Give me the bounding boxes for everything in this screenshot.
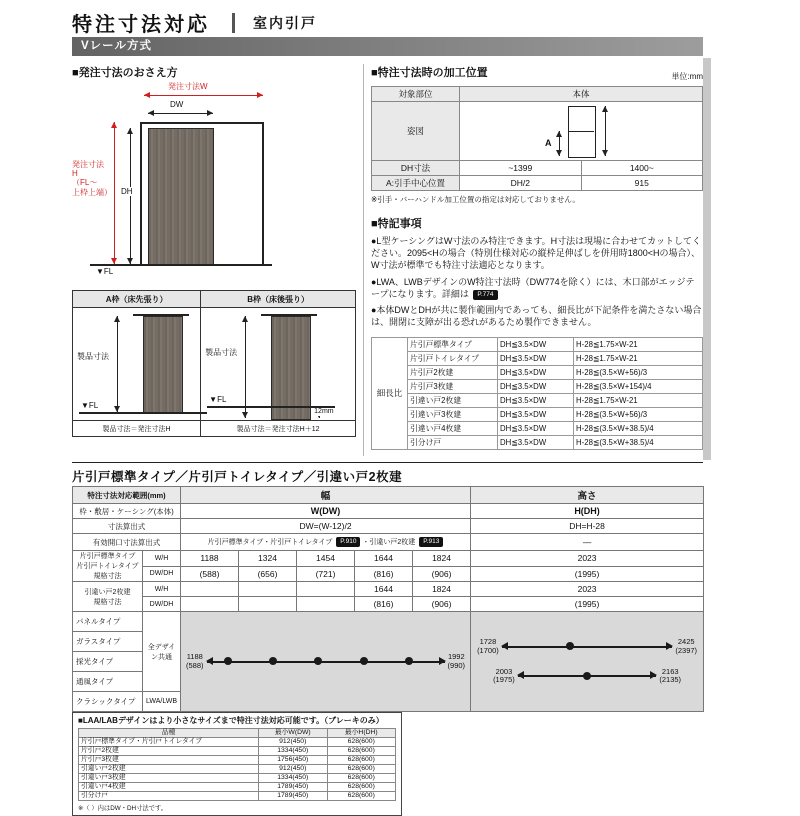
ratio-f2: H-28≦(3.5×W+38.5)/4	[574, 421, 703, 435]
left-jamb-line	[140, 122, 142, 264]
ratio-f1: DH≦3.5×DW	[498, 365, 574, 379]
special-note-2-text: ●LWA、LWBデザインのW特注寸法時（DW774を除く）には、木口部がエッジテープになります。詳細は	[371, 276, 695, 299]
calc-row-height: DH=H-28	[471, 519, 704, 534]
width-range-arrow	[207, 661, 445, 663]
std2-h: 2023	[471, 582, 704, 597]
width-range-max-value: 1992	[447, 652, 465, 662]
std2-dw5: (906)	[413, 597, 471, 612]
ratio-f2: H-28≦1.75×W-21	[574, 393, 703, 407]
height-header: 高さ	[471, 487, 704, 504]
min-row-type: 引分け戸	[79, 791, 259, 800]
ratio-f2: H-28≦1.75×W-21	[574, 351, 703, 365]
std1-dw3: (721)	[297, 566, 355, 582]
design-row-daylight: 採光タイプ	[73, 652, 143, 672]
page-title: 特注寸法対応	[72, 14, 210, 36]
sketch-cell	[460, 102, 703, 161]
size-dot	[269, 657, 277, 665]
ratio-f1: DH≦3.5×DW	[498, 393, 574, 407]
design-row-ventilation: 通風タイプ	[73, 672, 143, 692]
page-header	[72, 8, 317, 37]
min-col-h: 最小H(DH)	[327, 728, 396, 737]
std2-w1	[181, 582, 239, 597]
slenderness-ratio-table	[371, 337, 703, 450]
std1-label-line3: 規格寸法	[93, 573, 122, 580]
height-range-2-arrow	[518, 675, 657, 677]
width-range-min	[186, 653, 204, 670]
b-frame-title: B枠（床後張り）	[201, 291, 356, 308]
handle-center-2: 915	[581, 176, 703, 191]
floor-line	[90, 264, 272, 266]
ratio-type: 引違い戸3枚建	[408, 407, 498, 421]
bottom-section-title: 片引戸標準タイプ／片引戸トイレタイプ／引違い戸2枚建	[72, 470, 403, 484]
page-edge-shadow	[703, 58, 711, 460]
page-ref-badge-910: P.910	[336, 537, 360, 547]
height-range-1-max-value: 2425	[677, 637, 695, 647]
sketch-dh-arrow	[605, 106, 606, 156]
order-height-label-line2: （FL～	[72, 178, 98, 188]
min-row-type: 引違い戸3枚建	[79, 773, 259, 782]
order-height-arrow	[114, 122, 115, 264]
frame-row-height: H(DH)	[471, 504, 704, 519]
ratio-f1: DH≦3.5×DW	[498, 379, 574, 393]
ratio-f2: H-28≦(3.5×W+154)/4	[574, 379, 703, 393]
std2-w2	[239, 582, 297, 597]
std1-label-line2: 片引戸トイレタイプ	[76, 563, 139, 570]
std1-dw2: (656)	[239, 566, 297, 582]
std1-dw5: (906)	[413, 566, 471, 582]
height-range-1-min	[477, 638, 499, 655]
min-row-type: 片引戸2枚建	[79, 746, 259, 755]
ratio-table-label: 細長比	[372, 337, 408, 449]
std1-w4: 1644	[355, 551, 413, 567]
std2-w5: 1824	[413, 582, 471, 597]
min-row-type: 引違い戸4枚建	[79, 782, 259, 791]
order-height-label-line3: 上枠上端）	[72, 187, 112, 197]
std2-label-line1: 引違い戸2枚建	[84, 588, 131, 596]
design-row-glass: ガラスタイプ	[73, 632, 143, 652]
width-range-max	[448, 653, 466, 670]
b-frame-diagram	[201, 308, 356, 421]
std1-dw1: (588)	[181, 566, 239, 582]
design-row-classic: クラシックタイプ	[73, 692, 143, 712]
min-row-h: 628(600)	[327, 755, 396, 764]
ratio-f1: DH≦3.5×DW	[498, 351, 574, 365]
ratio-type: 引分け戸	[408, 435, 498, 449]
min-row-h: 628(600)	[327, 764, 396, 773]
height-range-cell	[471, 612, 704, 712]
b-product-dim-arrow	[245, 316, 246, 418]
ratio-type: 片引戸トイレタイプ	[408, 351, 498, 365]
sketch-door-outline	[568, 106, 596, 158]
sketch-row-label: 姿図	[372, 102, 460, 161]
size-dot	[583, 672, 591, 680]
opening-text-2: ・引違い戸2枚建	[362, 539, 416, 546]
right-jamb-line	[262, 122, 264, 264]
processing-table	[371, 86, 703, 191]
dw-label: DW	[170, 100, 184, 109]
ratio-f2: H-28≦(3.5×W+38.5)/4	[574, 435, 703, 449]
order-height-label-line1: 発注寸法H	[72, 160, 104, 179]
std2-w3	[297, 582, 355, 597]
height-range-diagram	[473, 638, 701, 685]
std2-label	[73, 582, 143, 612]
min-row-h: 628(600)	[327, 773, 396, 782]
ratio-f2: H-28≦(3.5×W+56)/3	[574, 365, 703, 379]
std1-dh: (1995)	[471, 566, 704, 582]
bottom-section-header	[72, 462, 703, 485]
range-header: 特注寸法対応範囲(mm)	[73, 487, 181, 504]
page-ref-badge-913: P.913	[419, 537, 443, 547]
size-dot	[566, 642, 574, 650]
lintel-line	[140, 122, 264, 124]
processing-column	[371, 62, 703, 450]
min-row-w: 912(450)	[259, 764, 328, 773]
ratio-type: 引違い戸2枚建	[408, 393, 498, 407]
std2-dh: (1995)	[471, 597, 704, 612]
min-row-w: 1756(450)	[259, 755, 328, 764]
std2-dw1	[181, 597, 239, 612]
handle-center-1: DH/2	[460, 176, 582, 191]
std1-label-line1: 片引戸標準タイプ	[79, 553, 136, 560]
ratio-type: 片引戸3枚建	[408, 379, 498, 393]
door-panel	[148, 128, 214, 266]
col-body-header: 本体	[460, 87, 703, 102]
dimension-range-table	[72, 486, 704, 712]
width-range-diagram	[183, 653, 468, 670]
std2-w4: 1644	[355, 582, 413, 597]
std2-dw3	[297, 597, 355, 612]
std2-wh-label: W/H	[143, 582, 181, 597]
b-frame-caption: 製品寸法＝発注寸法H＋12	[201, 421, 356, 437]
std1-dwdh-label: DW/DH	[143, 566, 181, 582]
a-door-panel	[143, 316, 183, 414]
calc-row-width: DW=(W-12)/2	[181, 519, 471, 534]
min-col-type: 品種	[79, 728, 259, 737]
dh-range-2: 1400~	[581, 161, 703, 176]
handle-center-row-label: A:引手中心位置	[372, 176, 460, 191]
special-note-1: ●L型ケーシングはW寸法のみ特注できます。H寸法は現場に合わせてカットしてください。2095<Hの場合（特別仕様対応の縦枠足伸ばしを併用時1800<Hの場合）、W寸法が標準でも特注寸法適応となります。	[371, 236, 702, 271]
height-range-1-arrow	[502, 646, 673, 648]
size-dot	[405, 657, 413, 665]
minimum-size-box	[72, 712, 402, 816]
opening-row-label: 有効開口寸法算出式	[73, 534, 181, 551]
order-dimension-column	[72, 62, 358, 437]
std2-label-line2: 規格寸法	[93, 598, 122, 606]
std1-h: 2023	[471, 551, 704, 567]
height-range-2	[477, 668, 697, 685]
sketch-center-line	[568, 131, 594, 132]
height-range-1	[477, 638, 697, 655]
size-dot	[360, 657, 368, 665]
std1-w5: 1824	[413, 551, 471, 567]
height-range-2-max	[659, 668, 681, 685]
width-range-cell	[181, 612, 471, 712]
minimum-size-title: ■LAA/LABデザインはより小さなサイズまで特注寸法対応可能です。（ブレーキのみ）	[78, 716, 384, 725]
rail-method-bar: Vレール方式	[72, 37, 703, 56]
upper-section	[72, 62, 703, 460]
ratio-type: 引違い戸4枚建	[408, 421, 498, 435]
width-range-min-value: 1188	[186, 652, 203, 662]
std1-w2: 1324	[239, 551, 297, 567]
min-row-h: 628(600)	[327, 791, 396, 800]
size-dot	[314, 657, 322, 665]
min-row-h: 628(600)	[327, 737, 396, 746]
b-door-panel	[271, 316, 311, 420]
fl-marker: ▼FL	[96, 267, 114, 276]
b-fl-marker: ▼FL	[209, 395, 227, 404]
size-dot	[224, 657, 232, 665]
minimum-size-table	[78, 728, 396, 801]
min-col-w: 最小W(DW)	[259, 728, 328, 737]
unit-label: 単位:mm	[671, 72, 703, 81]
ratio-f1: DH≦3.5×DW	[498, 337, 574, 351]
ratio-f1: DH≦3.5×DW	[498, 421, 574, 435]
col-part-header: 対象部位	[372, 87, 460, 102]
std2-dwdh-label: DW/DH	[143, 597, 181, 612]
sketch-a-label: A	[545, 138, 552, 148]
dw-arrow	[148, 113, 213, 114]
design-common-cell: 全デザイン共通	[143, 612, 181, 692]
min-row-type: 引違い戸2枚建	[79, 764, 259, 773]
a-fl-marker: ▼FL	[81, 401, 99, 410]
special-notes-heading: ■特記事項	[371, 218, 422, 230]
opening-text-1: 片引戸標準タイプ・片引戸トイレタイプ	[207, 539, 333, 546]
height-range-1-min-value: 1728	[479, 637, 497, 647]
width-range-min-dw: (588)	[186, 660, 204, 670]
special-note-3: ●本体DWとDHが共に製作範囲内であっても、細長比が下記条件を満たさない場合は、開閉に支障が出る恐れがあるため製作できません。	[371, 305, 702, 328]
min-row-w: 912(450)	[259, 737, 328, 746]
height-range-1-max-dh: (2397)	[675, 645, 698, 655]
order-width-label: 発注寸法W	[168, 82, 208, 91]
order-dimension-heading: ■発注寸法のおさえ方	[72, 67, 178, 79]
min-row-h: 628(600)	[327, 782, 396, 791]
std2-dw2	[239, 597, 297, 612]
page-ref-badge-774: P.774	[473, 290, 497, 300]
min-row-w: 1334(450)	[259, 773, 328, 782]
min-row-h: 628(600)	[327, 746, 396, 755]
ratio-type: 片引戸標準タイプ	[408, 337, 498, 351]
a-frame-caption: 製品寸法＝発注寸法H	[73, 421, 201, 437]
opening-row-height: —	[471, 534, 704, 551]
column-divider	[363, 64, 364, 456]
width-range-max-dw: (990)	[447, 660, 466, 670]
minimum-size-footnote: ※（ ）内はDW・DH寸法です。	[78, 804, 168, 812]
std1-dw4: (816)	[355, 566, 413, 582]
order-dimension-diagram	[72, 82, 358, 284]
handle-position-sketch	[460, 102, 702, 160]
dh-row-label: DH寸法	[372, 161, 460, 176]
calc-row-label: 寸法算出式	[73, 519, 181, 534]
height-range-2-max-value: 2163	[661, 667, 679, 676]
ratio-f2: H-28≦(3.5×W+56)/3	[574, 407, 703, 421]
special-note-2	[371, 276, 703, 300]
frame-row-width: W(DW)	[181, 504, 471, 519]
ratio-f2: H-28≦1.75×W-21	[574, 337, 703, 351]
height-range-2-min-value: 2003	[495, 667, 513, 676]
height-range-2-max-dh: (2135)	[659, 675, 682, 685]
frame-detail-table	[72, 290, 356, 437]
design-row-panel: パネルタイプ	[73, 612, 143, 632]
dh-range-1: ~1399	[460, 161, 582, 176]
design-lwab-cell: LWA/LWB	[143, 692, 181, 712]
ratio-f1: DH≦3.5×DW	[498, 435, 574, 449]
height-range-1-min-dh: (1700)	[477, 645, 499, 655]
processing-note: ※引手・バーハンドル加工位置の指定は対応しておりません。	[371, 195, 580, 204]
title-divider	[232, 13, 235, 33]
a-frame-title: A枠（床先張り）	[73, 291, 201, 308]
page-subtitle: 室内引戸	[253, 14, 317, 31]
min-row-type: 片引戸3枚建	[79, 755, 259, 764]
height-range-1-max	[675, 638, 697, 655]
offset-label: 12mm	[314, 408, 334, 415]
std2-dw4: (816)	[355, 597, 413, 612]
std1-w1: 1188	[181, 551, 239, 567]
width-header: 幅	[181, 487, 471, 504]
min-row-w: 1789(450)	[259, 782, 328, 791]
std1-w3: 1454	[297, 551, 355, 567]
a-floor-line	[79, 412, 207, 414]
processing-heading-row	[371, 62, 703, 82]
std1-wh-label: W/H	[143, 551, 181, 567]
min-row-type: 片引戸標準タイプ・片引戸トイレタイプ	[79, 737, 259, 746]
processing-heading: ■特注寸法時の加工位置	[371, 67, 488, 79]
sketch-a-arrow	[559, 131, 560, 156]
ratio-f1: DH≦3.5×DW	[498, 407, 574, 421]
a-product-dim-arrow	[117, 316, 118, 412]
min-row-w: 1334(450)	[259, 746, 328, 755]
frame-row-label: 枠・敷居・ケーシング(本体)	[73, 504, 181, 519]
b-product-dim-label: 製品寸法	[205, 348, 238, 357]
height-range-2-min	[493, 668, 515, 685]
dh-label: DH	[121, 187, 133, 196]
opening-row-width	[181, 534, 471, 551]
order-width-arrow	[144, 95, 263, 96]
a-frame-diagram	[73, 308, 201, 421]
height-range-2-min-dh: (1975)	[493, 675, 515, 685]
ratio-type: 片引戸2枚建	[408, 365, 498, 379]
min-row-w: 1789(450)	[259, 791, 328, 800]
order-height-label	[72, 160, 112, 197]
std1-label	[73, 551, 143, 582]
a-product-dim-label: 製品寸法	[77, 352, 109, 361]
